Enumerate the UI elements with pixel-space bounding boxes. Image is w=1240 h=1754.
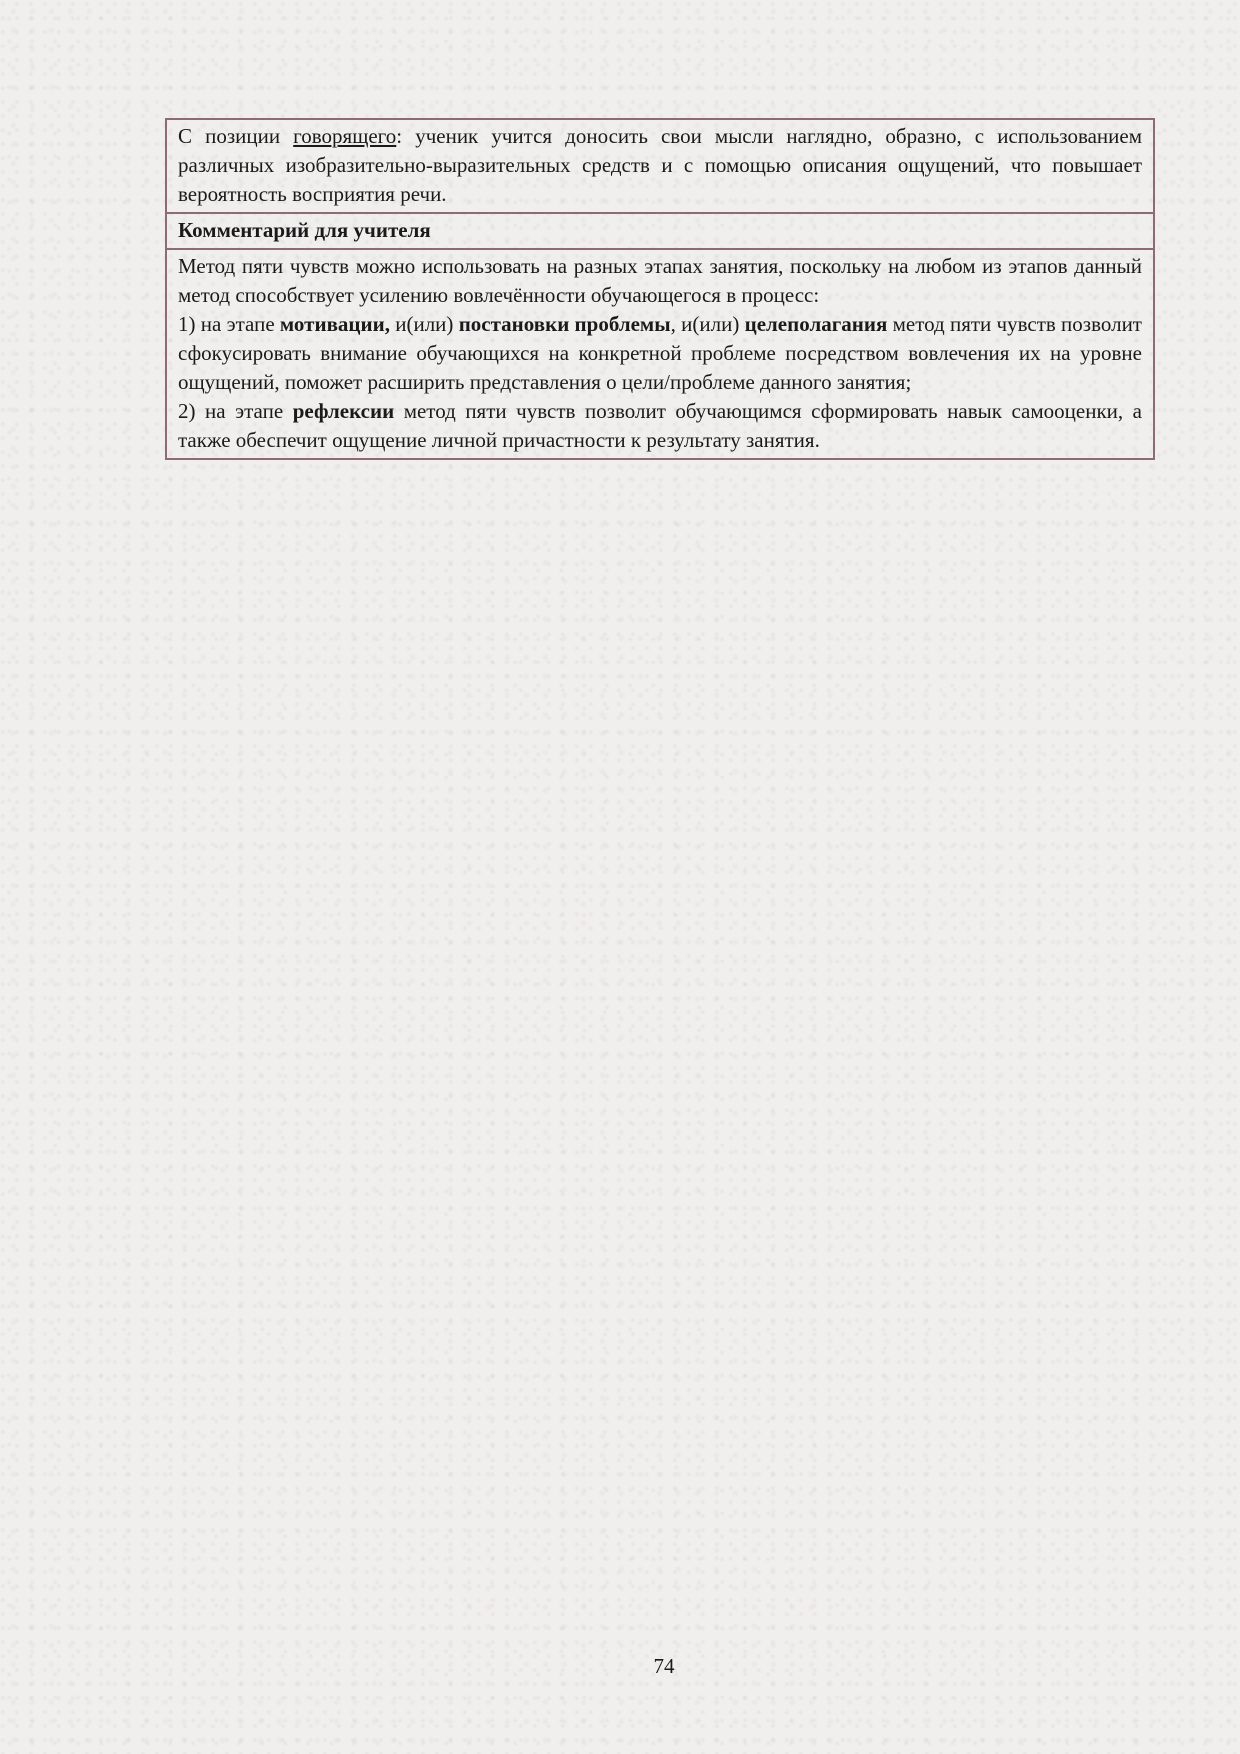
item1-stage-motivation: мотивации, [279, 312, 390, 336]
comment-header: Комментарий для учителя [166, 213, 1154, 249]
comment-intro: Метод пяти чувств можно использовать на разных этапах занятия, поскольку на любом из этапов данный метод способствует усилению вовлечённости обучающегося в процесс: [178, 254, 1142, 307]
item1-text: метод пяти чувств позволит сфокусировать внимание обучающихся на конкретной проблеме посредством вовлечения их на уровне ощущений, поможет расширить представления о цели/проблеме данного занятия; [178, 312, 1142, 394]
speaker-cell [166, 119, 1154, 213]
page-number: 74 [653, 1654, 675, 1678]
item1-separator-2: , и(или) [670, 312, 745, 336]
comment-item-2 [178, 397, 1142, 455]
comment-body-row [166, 249, 1154, 459]
speaker-text: : ученик учится доносить свои мысли наглядно, образно, с использованием различных изобразительно-выразительных средств и с помощью описания ощущений, что повышает вероятность восприятия речи. [178, 124, 1142, 206]
item2-stage-reflection: рефлексии [292, 399, 395, 423]
comment-header-row [166, 213, 1154, 249]
speaker-row [166, 119, 1154, 213]
speaker-prefix: С позиции [178, 124, 294, 148]
item1-separator-1: и(или) [389, 312, 459, 336]
item1-stage-problem: постановки проблемы [458, 312, 671, 336]
item1-stage-goal: целеполагания [744, 312, 888, 336]
item2-text: метод пяти чувств позволит обучающимся сформировать навык самооценки, а также обеспечит ощущение личной причастности к результату занятия. [178, 399, 1143, 452]
comment-body-cell [166, 249, 1154, 459]
speaker-role: говорящего [293, 124, 397, 148]
item1-prefix: 1) на этапе [178, 312, 280, 336]
comment-table [165, 118, 1155, 460]
comment-item-1 [178, 310, 1142, 397]
item2-prefix: 2) на этапе [178, 399, 293, 423]
